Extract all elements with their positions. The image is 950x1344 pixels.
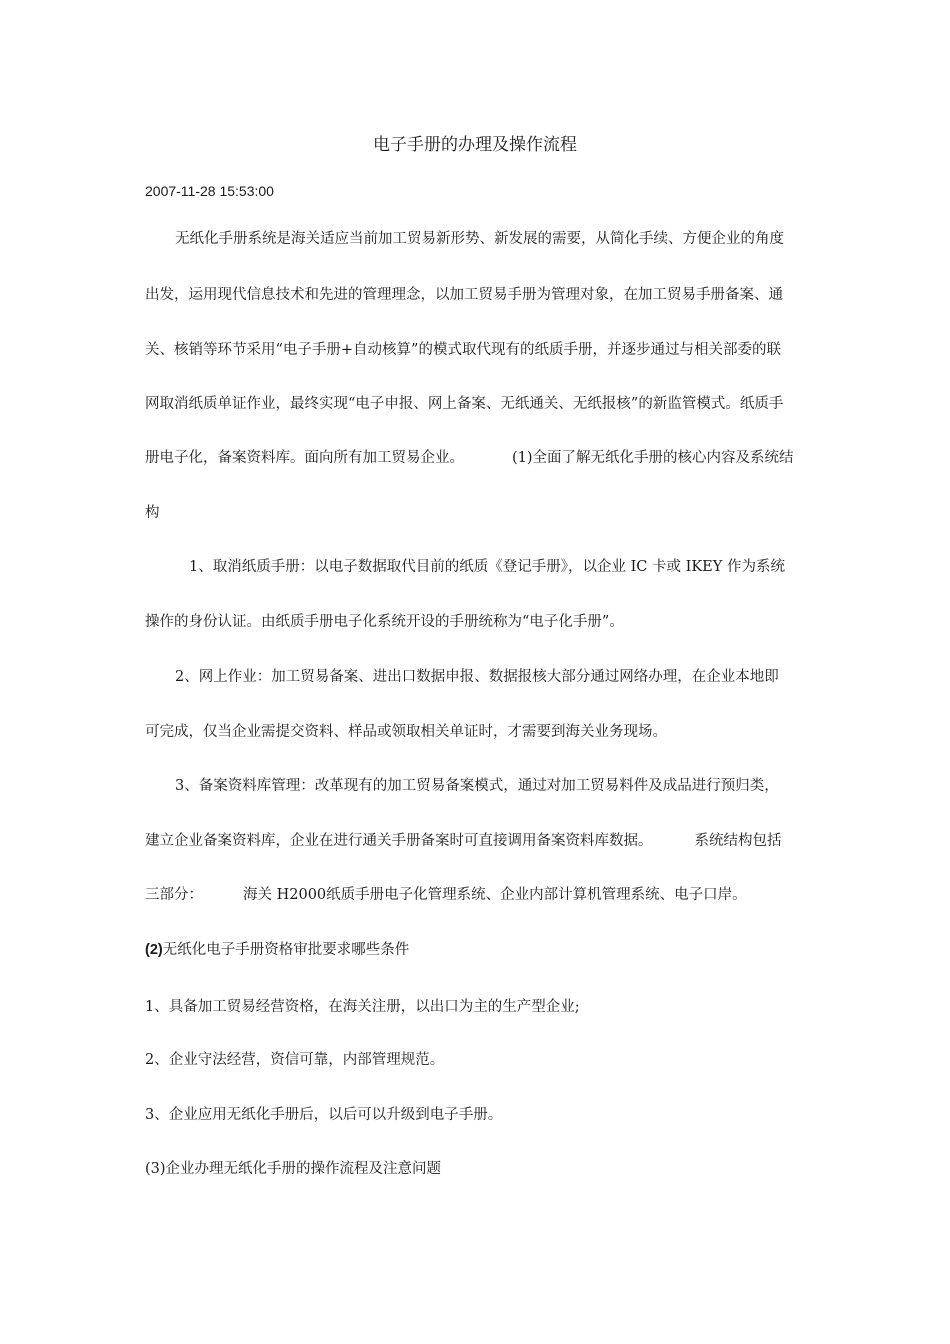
three-parts-label: 三部分： (145, 887, 203, 903)
section2-item-1: 1、具备加工贸易经营资格，在海关注册，以出口为主的生产型企业; (145, 999, 580, 1015)
section3-heading: (3)企业办理无纸化手册的操作流程及注意问题 (145, 1161, 442, 1177)
section2-heading (145, 939, 409, 961)
section2-heading-text: 无纸化电子手册资格审批要求哪些条件 (162, 942, 410, 958)
point2-line-1: 2、网上作业：加工贸易备案、进出口数据申报、数据报核大部分通过网络办理，在企业本地即 (175, 669, 779, 685)
intro-line-4: 网取消纸质单证作业，最终实现“电子申报、网上备案、无纸通关、无纸报核”的新监管模式。纸质手 (145, 396, 784, 412)
intro-line-6: 构 (145, 505, 160, 521)
point2-line-2: 可完成，仅当企业需提交资料、样品或领取相关单证时，才需要到海关业务现场。 (145, 724, 667, 740)
intro-line-5 (145, 447, 794, 469)
section2-number: (2) (145, 942, 163, 958)
intro-line-2: 出发，运用现代信息技术和先进的管理理念，以加工贸易手册为管理对象，在加工贸易手册备案、通 (145, 287, 783, 303)
point3-line-2-text: 建立企业备案资料库，企业在进行通关手册备案时可直接调用备案资料库数据。 (145, 833, 653, 849)
section2-item-3: 3、企业应用无纸化手册后，以后可以升级到电子手册。 (145, 1107, 503, 1123)
document-date: 2007-11-28 15:53:00 (145, 183, 274, 199)
intro-line-5-text: 册电子化，备案资料库。面向所有加工贸易企业。 (145, 450, 464, 466)
document-title: 电子手册的办理及操作流程 (373, 135, 577, 155)
system-structure-label: 系统结构包括 (694, 833, 782, 849)
section2-item-2: 2、企业守法经营，资信可靠，内部管理规范。 (145, 1052, 445, 1068)
section1-heading: (1)全面了解无纸化手册的核心内容及系统结 (512, 450, 794, 466)
three-parts-list: 海关 H2000纸质手册电子化管理系统、企业内部计算机管理系统、电子口岸。 (243, 887, 747, 903)
intro-line-3: 关、核销等环节采用“电子手册+自动核算”的模式取代现有的纸质手册，并逐步通过与相关部委的联 (145, 342, 781, 358)
point3-line-1: 3、备案资料库管理：改革现有的加工贸易备案模式，通过对加工贸易料件及成品进行预归类， (175, 778, 779, 794)
point3-line-3 (145, 884, 747, 906)
intro-line-1: 无纸化手册系统是海关适应当前加工贸易新形势、新发展的需要，从简化手续、方便企业的角度 (175, 231, 784, 247)
point1-line-2: 操作的身份认证。由纸质手册电子化系统开设的手册统称为“电子化手册”。 (145, 614, 624, 630)
point3-line-2 (145, 830, 782, 852)
point1-line-1: 1、取消纸质手册：以电子数据取代目前的纸质《登记手册》，以企业 IC 卡或 IKEY 作为系统 (189, 559, 785, 575)
